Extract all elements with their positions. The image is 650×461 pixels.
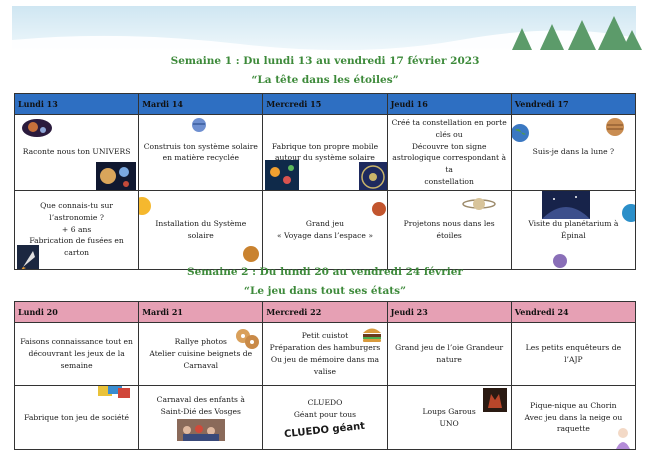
day-header: Mercredi 22: [263, 302, 387, 323]
week2-row-afternoon: [15, 386, 636, 450]
week2-row-morning: [15, 323, 636, 386]
week2-theme: “Le jeu dans tout ses états”: [243, 285, 407, 297]
cluedo-logo: CLUEDO géant: [283, 420, 366, 440]
day-header: Mardi 14: [139, 94, 263, 115]
planet-icon: [552, 253, 568, 269]
saturn-icon: [462, 195, 496, 213]
week1-row-morning: [15, 115, 636, 191]
activity-cell: Grand jeu de l’oie Grandeur nature: [387, 323, 511, 386]
activity-cell: Que connais-tu sur l’astronomie ? + 6 ans Fabrication de fusées en carton: [15, 190, 139, 269]
jupiter-icon: [191, 117, 207, 133]
activity-cell: Pique-nique au Chorin Avec jeu dans la neige ou raquette: [511, 386, 635, 450]
day-header: Vendredi 24: [511, 302, 635, 323]
mars-icon: [371, 201, 387, 217]
activity-cell: CLUEDO Géant pour tous CLUEDO géant: [263, 386, 387, 450]
day-header: Lundi 13: [15, 94, 139, 115]
week1-header-row: [15, 94, 636, 115]
activity-cell: Loups Garous UNO: [387, 386, 511, 450]
activity-cell: Suis-je dans la lune ?: [511, 115, 635, 191]
activity-cell: Raconte nous ton UNIVERS: [15, 115, 139, 191]
activity-cell: Installation du Système solaire: [139, 190, 263, 269]
zodiac-wheel-icon: [359, 162, 387, 191]
planets-icon: [96, 162, 136, 190]
activity-cell: Visite du planétarium à Épinal: [511, 190, 635, 269]
activity-cell: Faisons connaissance tout en découvrant les jeux de la semaine: [15, 323, 139, 386]
day-header: Mardi 21: [139, 302, 263, 323]
week1-theme: “La tête dans les étoiles”: [251, 74, 399, 86]
activity-cell: Créé ta constellation en porte clés ou Découvre ton signe astrologique correspondant à ta constellation: [387, 115, 511, 191]
week1-title: Semaine 1 : Du lundi 13 au vendredi 17 février 2023: [170, 55, 480, 67]
week1-schedule-table: [14, 93, 636, 270]
activity-cell: Les petits enquêteurs de l’AJP: [511, 323, 635, 386]
week2-title: Semaine 2 : Du lundi 20 au vendredi 24 février: [187, 266, 463, 278]
planetarium-icon: [542, 191, 590, 219]
week1-row-afternoon: [15, 190, 636, 269]
day-header: Lundi 20: [15, 302, 139, 323]
day-header: Jeudi 23: [387, 302, 511, 323]
activity-cell: Construis ton système solaire en matière recyclée: [139, 115, 263, 191]
week2-header-row: [15, 302, 636, 323]
day-header: Mercredi 15: [263, 94, 387, 115]
day-header: Jeudi 16: [387, 94, 511, 115]
carnival-photo-icon: [177, 419, 225, 441]
activity-cell: Projetons nous dans les étoiles: [387, 190, 511, 269]
solar-mobile-icon: [265, 160, 299, 191]
activity-cell: Rallye photos Atelier cuisine beignets de Carnaval: [139, 323, 263, 386]
jupiter-icon: [605, 117, 625, 137]
winter-banner: [0, 0, 650, 58]
activity-cell: Carnaval des enfants à Saint-Dié des Vosges: [139, 386, 263, 450]
galaxy-icon: [21, 117, 53, 139]
board-games-icon: [96, 386, 132, 403]
activity-cell: Fabrique ton propre mobile autour du système solaire: [263, 115, 387, 191]
earth-icon: [511, 123, 530, 143]
activity-cell: Fabrique ton jeu de société: [15, 386, 139, 450]
day-header: Vendredi 17: [511, 94, 635, 115]
week2-schedule-table: [14, 301, 636, 450]
activity-cell: Grand jeu « Voyage dans l’espace »: [263, 190, 387, 269]
sun-icon: [139, 195, 154, 217]
activity-cell: Petit cuistot Préparation des hamburgers Ou jeu de mémoire dans ma valise: [263, 323, 387, 386]
planet-icon: [242, 245, 260, 263]
